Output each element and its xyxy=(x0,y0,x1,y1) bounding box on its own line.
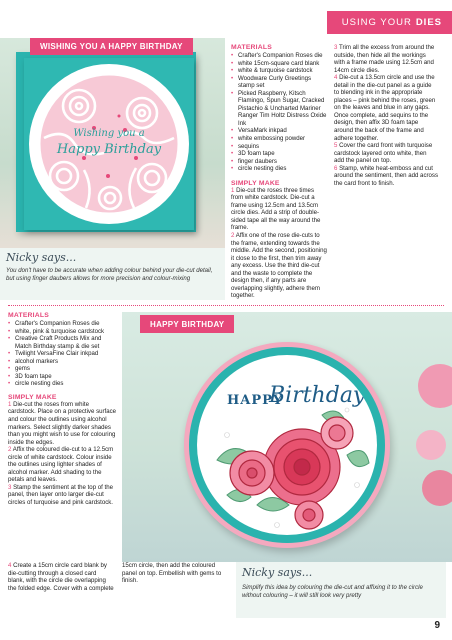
list-item: • Crafter's Companion Roses die xyxy=(8,320,118,328)
step-text: Die-cut a 13.5cm circle and use the detail in the die-cut panel as a guide to blending ink in the appropriate places – pink behind the roses, green on the leaves and blue in any gaps. Once complete, add sequins to the design, then affix 3D foam tape around the back of the frame and adhere together. xyxy=(334,74,436,142)
top-tip xyxy=(0,248,225,300)
card-white-panel xyxy=(197,355,377,535)
section-prefix: USING YOUR xyxy=(341,17,412,28)
bottom-step-4 xyxy=(8,562,228,592)
bottom-step-3 xyxy=(8,484,118,507)
bottom-tip-title: Nicky says... xyxy=(242,566,313,579)
top-photo-label xyxy=(30,38,193,55)
list-item: • Creative Craft Products Mix and Match Birthday stamp & die set xyxy=(8,335,118,350)
list-item: • gems xyxy=(8,365,118,373)
bottom-photo-label-text: HAPPY BIRTHDAY xyxy=(150,319,225,329)
top-step-1 xyxy=(231,187,327,232)
step-text: Trim all the excess from around the outside, then hide all the workings with a frame made using 12.5cm and 14cm circle dies. xyxy=(334,44,435,74)
bottom-photo xyxy=(122,312,452,562)
bottom-materials-heading: MATERIALS xyxy=(8,312,49,319)
card-birthday-text: Birthday xyxy=(269,383,366,408)
bottom-step-1 xyxy=(8,401,118,446)
bottom-simply-make-heading: SIMPLY MAKE xyxy=(8,393,57,401)
card-sentiment-2: Happy Birthday xyxy=(56,142,162,157)
top-materials-column xyxy=(231,44,327,300)
top-simply-make-heading: SIMPLY MAKE xyxy=(231,179,280,187)
card-happy-text: HAPPY xyxy=(227,393,284,408)
bottom-steps-continued xyxy=(8,562,228,622)
top-materials-list xyxy=(231,52,327,173)
list-item: • 3D foam tape xyxy=(231,150,327,158)
step-number: 2 xyxy=(231,232,235,240)
step-text: Affix the coloured die-cut to a 12.5cm circle of white cardstock. Colour inside the outlines using lighter shades of alcohol marker. Add shading to the petals and leaves. xyxy=(8,446,114,484)
step-text: Stamp, white heat-emboss and cut around the sentiment, then add across the card front to finish. xyxy=(334,164,438,187)
step-number: 6 xyxy=(334,164,338,172)
bottom-photo-label xyxy=(140,315,234,333)
step-text: Create a 15cm circle card blank by die-cutting through a closed card blank, with the circle die overlapping the folded edge. Cover with a complete 15cm circle, then add the coloured panel on top. Embellish with gems to finish. xyxy=(8,562,222,592)
decor-flower xyxy=(418,364,452,408)
page-number: 9 xyxy=(434,620,440,631)
section-divider xyxy=(8,305,444,306)
step-number: 2 xyxy=(8,446,12,454)
step-text: Die-cut the roses three times from white cardstock. Die-cut a frame using 12.5cm and 13.5cm circle dies. Add a strip of double-sided tape all the way around the frame. xyxy=(231,186,321,232)
list-item: • Picked Raspberry, Kitsch Flamingo, Spun Sugar, Cracked Pistachio & Uncharted Mariner Ranger Tim Holtz Distress Oxide Ink xyxy=(231,90,327,128)
top-photo-label-text: WISHING YOU A HAPPY BIRTHDAY xyxy=(40,42,183,51)
step-number: 1 xyxy=(231,186,235,194)
top-tip-text: You don't have to be accurate when adding colour behind your die-cut detail, but using finger daubers allows for more precision and colour-mixing xyxy=(6,267,213,282)
list-item: • white 15cm-square card blank xyxy=(231,60,327,68)
top-step-2 xyxy=(231,232,327,300)
top-steps-column xyxy=(334,44,438,187)
top-materials-heading: MATERIALS xyxy=(231,44,272,51)
step-number: 4 xyxy=(8,562,12,569)
bottom-tip xyxy=(236,562,446,618)
top-step-4 xyxy=(334,74,438,142)
list-item: • finger daubers xyxy=(231,158,327,166)
list-item: • alcohol markers xyxy=(8,358,118,366)
bottom-materials-list xyxy=(8,320,118,388)
step-text: Affix one of the rose die-cuts to the frame, extending towards the middle. Add the second, positioning it close to the first, then trim away any excess. Use the third die-cut and the waste to complete the design then, if any parts are overlapping slightly, adhere them together. xyxy=(231,232,327,300)
card-sentiment-1: Wishing you a xyxy=(73,128,145,139)
top-step-5 xyxy=(334,142,438,165)
decor-flower xyxy=(416,430,446,460)
decor-flower xyxy=(422,470,452,506)
list-item: • Woodware Curly Greetings stamp set xyxy=(231,75,327,90)
step-number: 1 xyxy=(8,400,12,408)
list-item: • white embossing powder xyxy=(231,135,327,143)
list-item: • 3D foam tape xyxy=(8,373,118,381)
list-item: • Crafter's Companion Roses die xyxy=(231,52,327,60)
step-text: Cover the card front with turquoise cardstock layered onto white, then add the panel on top. xyxy=(334,142,433,165)
list-item: • white & turquoise cardstock xyxy=(231,67,327,75)
list-item: • circle nesting dies xyxy=(231,165,327,173)
step-number: 3 xyxy=(334,44,338,51)
step-text: Stamp the sentiment at the top of the panel, then layer onto larger die-cut circles of turquoise and pink cardstock. xyxy=(8,483,114,507)
section-header xyxy=(327,11,452,34)
list-item: • VersaMark inkpad xyxy=(231,127,327,135)
front-card xyxy=(24,58,194,230)
bottom-tip-text: Simplify this idea by colouring the die-cut and affixing it to the circle without colouring – it will still look very pretty xyxy=(242,584,423,599)
step-number: 5 xyxy=(334,142,338,150)
step-text: Die-cut the roses from white cardstock. Place on a protective surface and colour the outlines using alcohol markers. Select slightly darker shades than you might wish to use for colouring inside the edges. xyxy=(8,400,117,446)
top-photo xyxy=(0,38,225,248)
top-tip-title: Nicky says... xyxy=(6,251,77,264)
list-item: • sequins xyxy=(231,143,327,151)
step-number: 3 xyxy=(8,483,12,491)
step-number: 4 xyxy=(334,74,338,82)
top-step-3 xyxy=(334,44,438,74)
bottom-step-2 xyxy=(8,446,118,484)
rose-illustration xyxy=(197,355,377,535)
section-word: DIES xyxy=(415,17,442,28)
top-step-6 xyxy=(334,165,438,188)
list-item: • Twilight VersaFine Clair inkpad xyxy=(8,350,118,358)
bottom-materials-column xyxy=(8,312,118,507)
list-item: • white, pink & turquoise cardstock xyxy=(8,328,118,336)
list-item: • circle nesting dies xyxy=(8,380,118,388)
